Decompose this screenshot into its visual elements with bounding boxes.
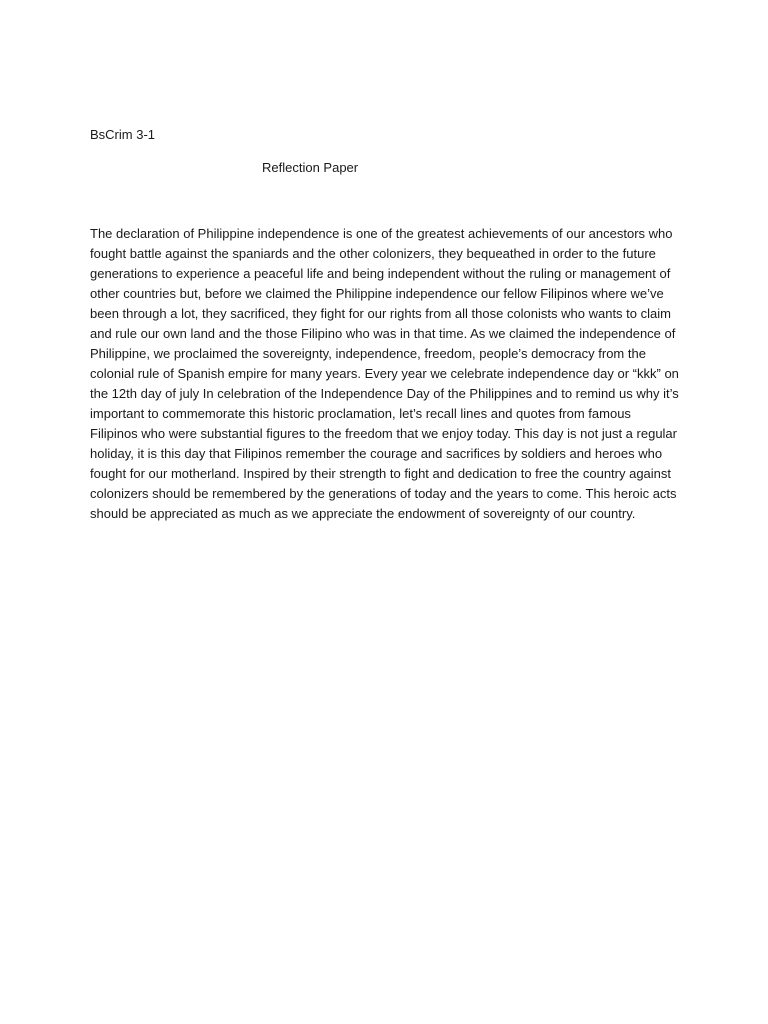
body-line: The declaration of Philippine independence is one of the greatest achievements of our ancestors who — [90, 226, 673, 241]
body-paragraph — [90, 224, 690, 524]
class-section-label: BsCrim 3-1 — [90, 127, 156, 142]
body-line: colonial rule of Spanish empire for many years. Every year we celebrate independence day or “kkk” on — [90, 366, 679, 381]
body-line: colonizers should be remembered by the generations of today and the years to come. This heroic acts — [90, 486, 677, 501]
body-line: the 12th day of july In celebration of the Independence Day of the Philippines and to remind us why it’s — [90, 386, 679, 401]
body-line: Philippine, we proclaimed the sovereignty, independence, freedom, people’s democracy from the — [90, 346, 646, 361]
body-line: generations to experience a peaceful life and being independent without the ruling or management of — [90, 266, 671, 281]
body-line: should be appreciated as much as we appreciate the endowment of sovereignty of our country. — [90, 506, 636, 521]
document-title: Reflection Paper — [262, 160, 359, 175]
body-line: fought battle against the spaniards and the other colonizers, they bequeathed in order to the future — [90, 246, 656, 261]
body-line: important to commemorate this historic proclamation, let’s recall lines and quotes from famous — [90, 406, 631, 421]
body-line: Filipinos who were substantial figures to the freedom that we enjoy today. This day is not just a regular — [90, 426, 677, 441]
body-line: other countries but, before we claimed the Philippine independence our fellow Filipinos where we’ve — [90, 286, 664, 301]
body-line: been through a lot, they sacrificed, they fight for our rights from all those colonists who wants to claim — [90, 306, 671, 321]
body-line: fought for our motherland. Inspired by their strength to fight and dedication to free the country against — [90, 466, 672, 481]
body-line: holiday, it is this day that Filipinos remember the courage and sacrifices by soldiers and heroes who — [90, 446, 663, 461]
body-line: and rule our own land and the those Filipino who was in that time. As we claimed the independence of — [90, 326, 676, 341]
